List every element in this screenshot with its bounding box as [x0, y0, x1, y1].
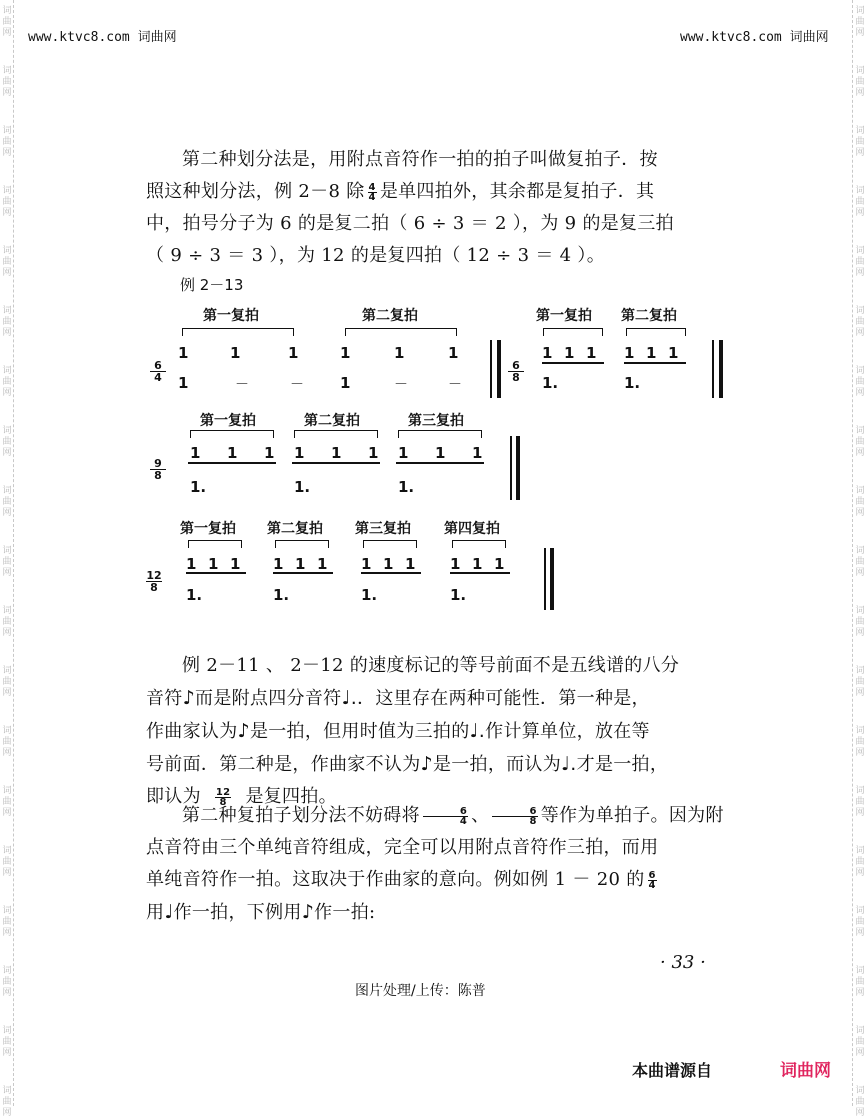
watermark-glyph: 网 [2, 928, 12, 938]
beam-line [396, 462, 484, 464]
watermark-glyph: 词 [855, 666, 865, 676]
watermark-glyph: 曲 [2, 797, 12, 807]
beam-line [188, 462, 276, 464]
dotted-quarter-note-icon: ♩. [341, 687, 358, 709]
watermark-glyph: 曲 [855, 497, 865, 507]
barline-end [550, 548, 554, 610]
note-top: 1 [295, 555, 306, 573]
watermark-glyph: 曲 [855, 917, 865, 927]
watermark-glyph: 曲 [855, 197, 865, 207]
note-top: 1 [448, 344, 459, 362]
group-label: 第一复拍 [200, 413, 256, 429]
para2-line-4: 号前面．第二种是，作曲家不认为♪是一拍，而认为♩.才是一拍， [146, 753, 669, 775]
barline [544, 548, 546, 610]
note-top: 1 [564, 344, 575, 362]
watermark-glyph: 网 [2, 388, 12, 398]
barline [510, 436, 512, 500]
note-bottom: 1 [340, 374, 351, 392]
example-label: 例 2－13 [180, 276, 244, 294]
watermark-glyph: 曲 [855, 437, 865, 447]
watermark-glyph: 网 [2, 448, 12, 458]
para1-line-4: （ 9 ÷ 3 ＝ 3 ），为 12 的是复四拍（ 12 ÷ 3 ＝ 4 ）。 [146, 245, 606, 266]
watermark-glyph: 曲 [2, 1037, 12, 1047]
watermark-glyph: 网 [855, 268, 865, 278]
note-top: 1 [586, 344, 597, 362]
watermark-glyph: 曲 [855, 137, 865, 147]
watermark-glyph: 网 [855, 448, 865, 458]
watermark-glyph: 词 [855, 606, 865, 616]
watermark-glyph: 词 [855, 366, 865, 376]
para3-line-2: 点音符由三个单纯音符组成，完全可以用附点音符作三拍，而用 [146, 837, 659, 858]
dotted-quarter-note-icon: ♩. [561, 753, 577, 775]
note-bottom: 1. [450, 586, 467, 604]
para3-line-4: 用♩作一拍，下例用♪作一拍: [146, 901, 376, 923]
watermark-glyph: 网 [855, 208, 865, 218]
note-bottom: － [235, 377, 249, 393]
group-bracket [345, 328, 457, 336]
note-bottom: － [394, 377, 408, 393]
para3-line-1: 第二种复拍子划分法不妨碍将 $\frac{6}{4}$ 、 $\frac{6}{8}$ 等作为单拍子。因为附 [182, 805, 724, 827]
watermark-glyph: 词 [855, 1026, 865, 1036]
note-bottom: 1. [624, 374, 641, 392]
watermark-glyph: 词 [855, 126, 865, 136]
note-top: 1 [472, 555, 483, 573]
watermark-glyph: 曲 [2, 497, 12, 507]
watermark-glyph: 词 [855, 6, 865, 16]
watermark-glyph: 曲 [2, 1097, 12, 1107]
para2-line-5: 即认为 $\frac{12}{8}$ 是复四拍。 [146, 786, 337, 808]
watermark-glyph: 网 [2, 328, 12, 338]
watermark-glyph: 词 [2, 606, 12, 616]
para1-line-3: 中，拍号分子为 6 的是复二拍（ 6 ÷ 3 ＝ 2 ），为 9 的是复三拍 [146, 213, 674, 234]
watermark-glyph: 网 [2, 28, 12, 38]
footer-source-label: 本曲谱源自 [632, 1061, 713, 1080]
watermark-glyph: 曲 [2, 677, 12, 687]
note-top: 1 [190, 444, 201, 462]
time-signature-6-8: $\frac{6}{8}$ [492, 807, 537, 826]
watermark-glyph: 词 [855, 306, 865, 316]
right-watermark-strip [852, 0, 866, 1118]
watermark-glyph: 曲 [2, 977, 12, 987]
note-bottom: 1. [186, 586, 203, 604]
group-label: 第四复拍 [444, 521, 500, 537]
header-site-left[interactable]: www.ktvc8.com 词曲网 [28, 30, 177, 45]
watermark-glyph: 词 [2, 306, 12, 316]
watermark-glyph: 曲 [2, 377, 12, 387]
barline [490, 340, 492, 398]
note-top: 1 [398, 444, 409, 462]
watermark-glyph: 词 [2, 66, 12, 76]
watermark-glyph: 曲 [855, 377, 865, 387]
note-top: 1 [331, 444, 342, 462]
upload-credit: 图片处理/上传：陈普 [355, 983, 486, 999]
watermark-glyph: 曲 [855, 317, 865, 327]
watermark-glyph: 网 [855, 808, 865, 818]
watermark-glyph: 曲 [855, 1037, 865, 1047]
para2-line-3: 作曲家认为♪是一拍，但用时值为三拍的♩.作计算单位，放在等 [146, 720, 650, 742]
time-signature-6-4: 6 4 [150, 360, 166, 383]
paragraph-1 [146, 144, 726, 272]
watermark-glyph: 词 [855, 426, 865, 436]
group-label: 第二复拍 [362, 308, 418, 324]
para2-line-2: 音符♪而是附点四分音符♩.．这里存在两种可能性．第一种是， [146, 687, 650, 709]
group-bracket [294, 430, 378, 438]
watermark-glyph: 网 [855, 148, 865, 158]
watermark-glyph: 词 [2, 666, 12, 676]
watermark-glyph: 网 [2, 868, 12, 878]
header-site-right[interactable]: www.ktvc8.com 词曲网 [680, 30, 829, 45]
watermark-glyph: 曲 [855, 77, 865, 87]
watermark-glyph: 曲 [2, 737, 12, 747]
note-top: 1 [317, 555, 328, 573]
watermark-glyph: 曲 [855, 677, 865, 687]
watermark-glyph: 曲 [855, 737, 865, 747]
page-number: · 33 · [660, 952, 706, 973]
watermark-glyph: 网 [855, 388, 865, 398]
watermark-glyph: 词 [855, 786, 865, 796]
watermark-glyph: 曲 [2, 317, 12, 327]
note-top: 1 [230, 555, 241, 573]
note-top: 1 [178, 344, 189, 362]
watermark-glyph: 词 [855, 726, 865, 736]
time-signature-12-8: 12 8 [146, 569, 162, 594]
note-top: 1 [472, 444, 483, 462]
eighth-note-icon: ♪ [237, 720, 250, 742]
barline [712, 340, 714, 398]
note-top: 1 [288, 344, 299, 362]
note-top: 1 [435, 444, 446, 462]
note-top: 1 [646, 344, 657, 362]
note-top: 1 [208, 555, 219, 573]
watermark-glyph: 网 [2, 1108, 12, 1118]
time-signature-6-4: $\frac{6}{4}$ [423, 807, 468, 826]
watermark-glyph: 曲 [2, 437, 12, 447]
group-label: 第三复拍 [408, 413, 464, 429]
watermark-glyph: 曲 [855, 257, 865, 267]
watermark-glyph: 网 [2, 88, 12, 98]
watermark-glyph: 词 [2, 786, 12, 796]
note-top: 1 [294, 444, 305, 462]
watermark-glyph: 词 [2, 366, 12, 376]
watermark-glyph: 网 [2, 508, 12, 518]
note-top: 1 [227, 444, 238, 462]
watermark-glyph: 网 [855, 628, 865, 638]
group-label: 第二复拍 [267, 521, 323, 537]
watermark-glyph: 词 [2, 966, 12, 976]
watermark-glyph: 词 [855, 846, 865, 856]
time-signature-6-8: 6 8 [508, 360, 524, 383]
note-top: 1 [494, 555, 505, 573]
watermark-glyph: 网 [855, 1048, 865, 1058]
watermark-glyph: 词 [855, 546, 865, 556]
group-bracket [188, 540, 242, 548]
beam-line [624, 362, 686, 364]
para3-line-3: 单纯音符作一拍。这取决于作曲家的意向。例如例 1 － 20 的 $\frac{6}{4}$ [146, 869, 656, 891]
note-bottom: 1. [542, 374, 559, 392]
watermark-glyph: 词 [855, 246, 865, 256]
watermark-glyph: 网 [855, 1108, 865, 1118]
watermark-glyph: 词 [2, 246, 12, 256]
watermark-glyph: 词 [2, 6, 12, 16]
watermark-glyph: 曲 [855, 617, 865, 627]
watermark-glyph: 网 [855, 88, 865, 98]
note-top: 1 [383, 555, 394, 573]
note-top: 1 [264, 444, 275, 462]
watermark-glyph: 词 [855, 966, 865, 976]
note-bottom: 1. [273, 586, 290, 604]
watermark-glyph: 曲 [2, 77, 12, 87]
group-label: 第二复拍 [621, 308, 677, 324]
note-top: 1 [405, 555, 416, 573]
watermark-glyph: 词 [855, 906, 865, 916]
watermark-glyph: 网 [2, 748, 12, 758]
barline-end [516, 436, 520, 500]
watermark-glyph: 曲 [2, 197, 12, 207]
barline-end [719, 340, 723, 398]
watermark-glyph: 曲 [855, 1097, 865, 1107]
time-signature-4-4: $\frac{4}{4}$ [368, 181, 376, 203]
watermark-glyph: 网 [2, 268, 12, 278]
note-top: 1 [394, 344, 405, 362]
group-label: 第一复拍 [180, 521, 236, 537]
watermark-glyph: 曲 [2, 557, 12, 567]
watermark-glyph: 词 [2, 1026, 12, 1036]
beam-line [542, 362, 604, 364]
watermark-glyph: 词 [855, 66, 865, 76]
group-bracket [190, 430, 274, 438]
note-bottom: － [290, 377, 304, 393]
watermark-glyph: 词 [2, 546, 12, 556]
watermark-glyph: 曲 [2, 617, 12, 627]
watermark-glyph: 网 [2, 988, 12, 998]
group-label: 第二复拍 [304, 413, 360, 429]
watermark-glyph: 网 [2, 1048, 12, 1058]
para1-line-1: 第二种划分法是，用附点音符作一拍的拍子叫做复拍子．按 [182, 149, 658, 170]
group-bracket [275, 540, 329, 548]
group-bracket [452, 540, 506, 548]
watermark-glyph: 词 [2, 1086, 12, 1096]
note-top: 1 [186, 555, 197, 573]
watermark-glyph: 曲 [855, 797, 865, 807]
watermark-glyph: 网 [855, 988, 865, 998]
watermark-glyph: 曲 [855, 17, 865, 27]
watermark-glyph: 词 [2, 906, 12, 916]
watermark-glyph: 曲 [2, 17, 12, 27]
watermark-glyph: 曲 [855, 857, 865, 867]
dotted-quarter-note-icon: ♩. [469, 720, 486, 742]
watermark-glyph: 网 [855, 928, 865, 938]
group-bracket [626, 328, 686, 336]
watermark-glyph: 网 [855, 508, 865, 518]
watermark-glyph: 网 [855, 688, 865, 698]
para1-line-2: 照这种划分法，例 2－8 除 $\frac{4}{4}$ 是单四拍外，其余都是复拍子．其 [146, 181, 655, 203]
note-bottom: 1. [398, 478, 415, 496]
eighth-note-icon: ♪ [420, 753, 433, 775]
note-bottom: 1 [178, 374, 189, 392]
eighth-note-icon: ♪ [182, 687, 196, 709]
watermark-glyph: 曲 [2, 857, 12, 867]
watermark-glyph: 曲 [855, 977, 865, 987]
watermark-glyph: 词 [855, 486, 865, 496]
watermark-glyph: 网 [2, 208, 12, 218]
note-top: 1 [230, 344, 241, 362]
watermark-glyph: 网 [855, 328, 865, 338]
watermark-glyph: 词 [2, 846, 12, 856]
watermark-glyph: 词 [2, 186, 12, 196]
note-top: 1 [361, 555, 372, 573]
note-top: 1 [340, 344, 351, 362]
watermark-glyph: 词 [2, 726, 12, 736]
watermark-glyph: 网 [2, 688, 12, 698]
note-bottom: 1. [294, 478, 311, 496]
time-signature-9-8: 9 8 [150, 458, 166, 481]
watermark-glyph: 网 [2, 808, 12, 818]
eighth-note-icon: ♪ [301, 901, 315, 923]
group-bracket [363, 540, 417, 548]
group-bracket [182, 328, 294, 336]
watermark-glyph: 词 [2, 486, 12, 496]
watermark-glyph: 网 [2, 628, 12, 638]
watermark-glyph: 网 [855, 568, 865, 578]
barline-end [497, 340, 501, 398]
footer-brand-link[interactable]: 词曲网 [780, 1061, 831, 1081]
note-top: 1 [450, 555, 461, 573]
beam-line [292, 462, 380, 464]
note-bottom: 1. [361, 586, 378, 604]
group-label: 第一复拍 [536, 308, 592, 324]
group-label: 第一复拍 [203, 308, 259, 324]
note-top: 1 [542, 344, 553, 362]
note-bottom: － [448, 377, 462, 393]
watermark-glyph: 词 [2, 126, 12, 136]
watermark-glyph: 网 [2, 568, 12, 578]
watermark-glyph: 词 [855, 1086, 865, 1096]
paragraph-2 [146, 650, 726, 813]
watermark-glyph: 曲 [855, 557, 865, 567]
note-bottom: 1. [190, 478, 207, 496]
group-bracket [543, 328, 603, 336]
watermark-glyph: 网 [855, 28, 865, 38]
left-watermark-strip [0, 0, 14, 1118]
para2-line-1: 例 2－11 、 2－12 的速度标记的等号前面不是五线谱的八分 [182, 655, 680, 676]
group-bracket [398, 430, 482, 438]
watermark-glyph: 曲 [2, 917, 12, 927]
time-signature-6-4: $\frac{6}{4}$ [648, 869, 656, 891]
watermark-glyph: 网 [855, 868, 865, 878]
watermark-glyph: 曲 [2, 257, 12, 267]
watermark-glyph: 网 [855, 748, 865, 758]
watermark-glyph: 词 [855, 186, 865, 196]
group-label: 第三复拍 [355, 521, 411, 537]
note-top: 1 [368, 444, 379, 462]
watermark-glyph: 词 [2, 426, 12, 436]
note-top: 1 [624, 344, 635, 362]
watermark-glyph: 网 [2, 148, 12, 158]
time-signature-12-8: $\frac{12}{8}$ [215, 786, 231, 808]
quarter-note-icon: ♩ [164, 901, 174, 923]
note-top: 1 [668, 344, 679, 362]
paragraph-3 [146, 800, 726, 929]
note-top: 1 [273, 555, 284, 573]
watermark-glyph: 曲 [2, 137, 12, 147]
